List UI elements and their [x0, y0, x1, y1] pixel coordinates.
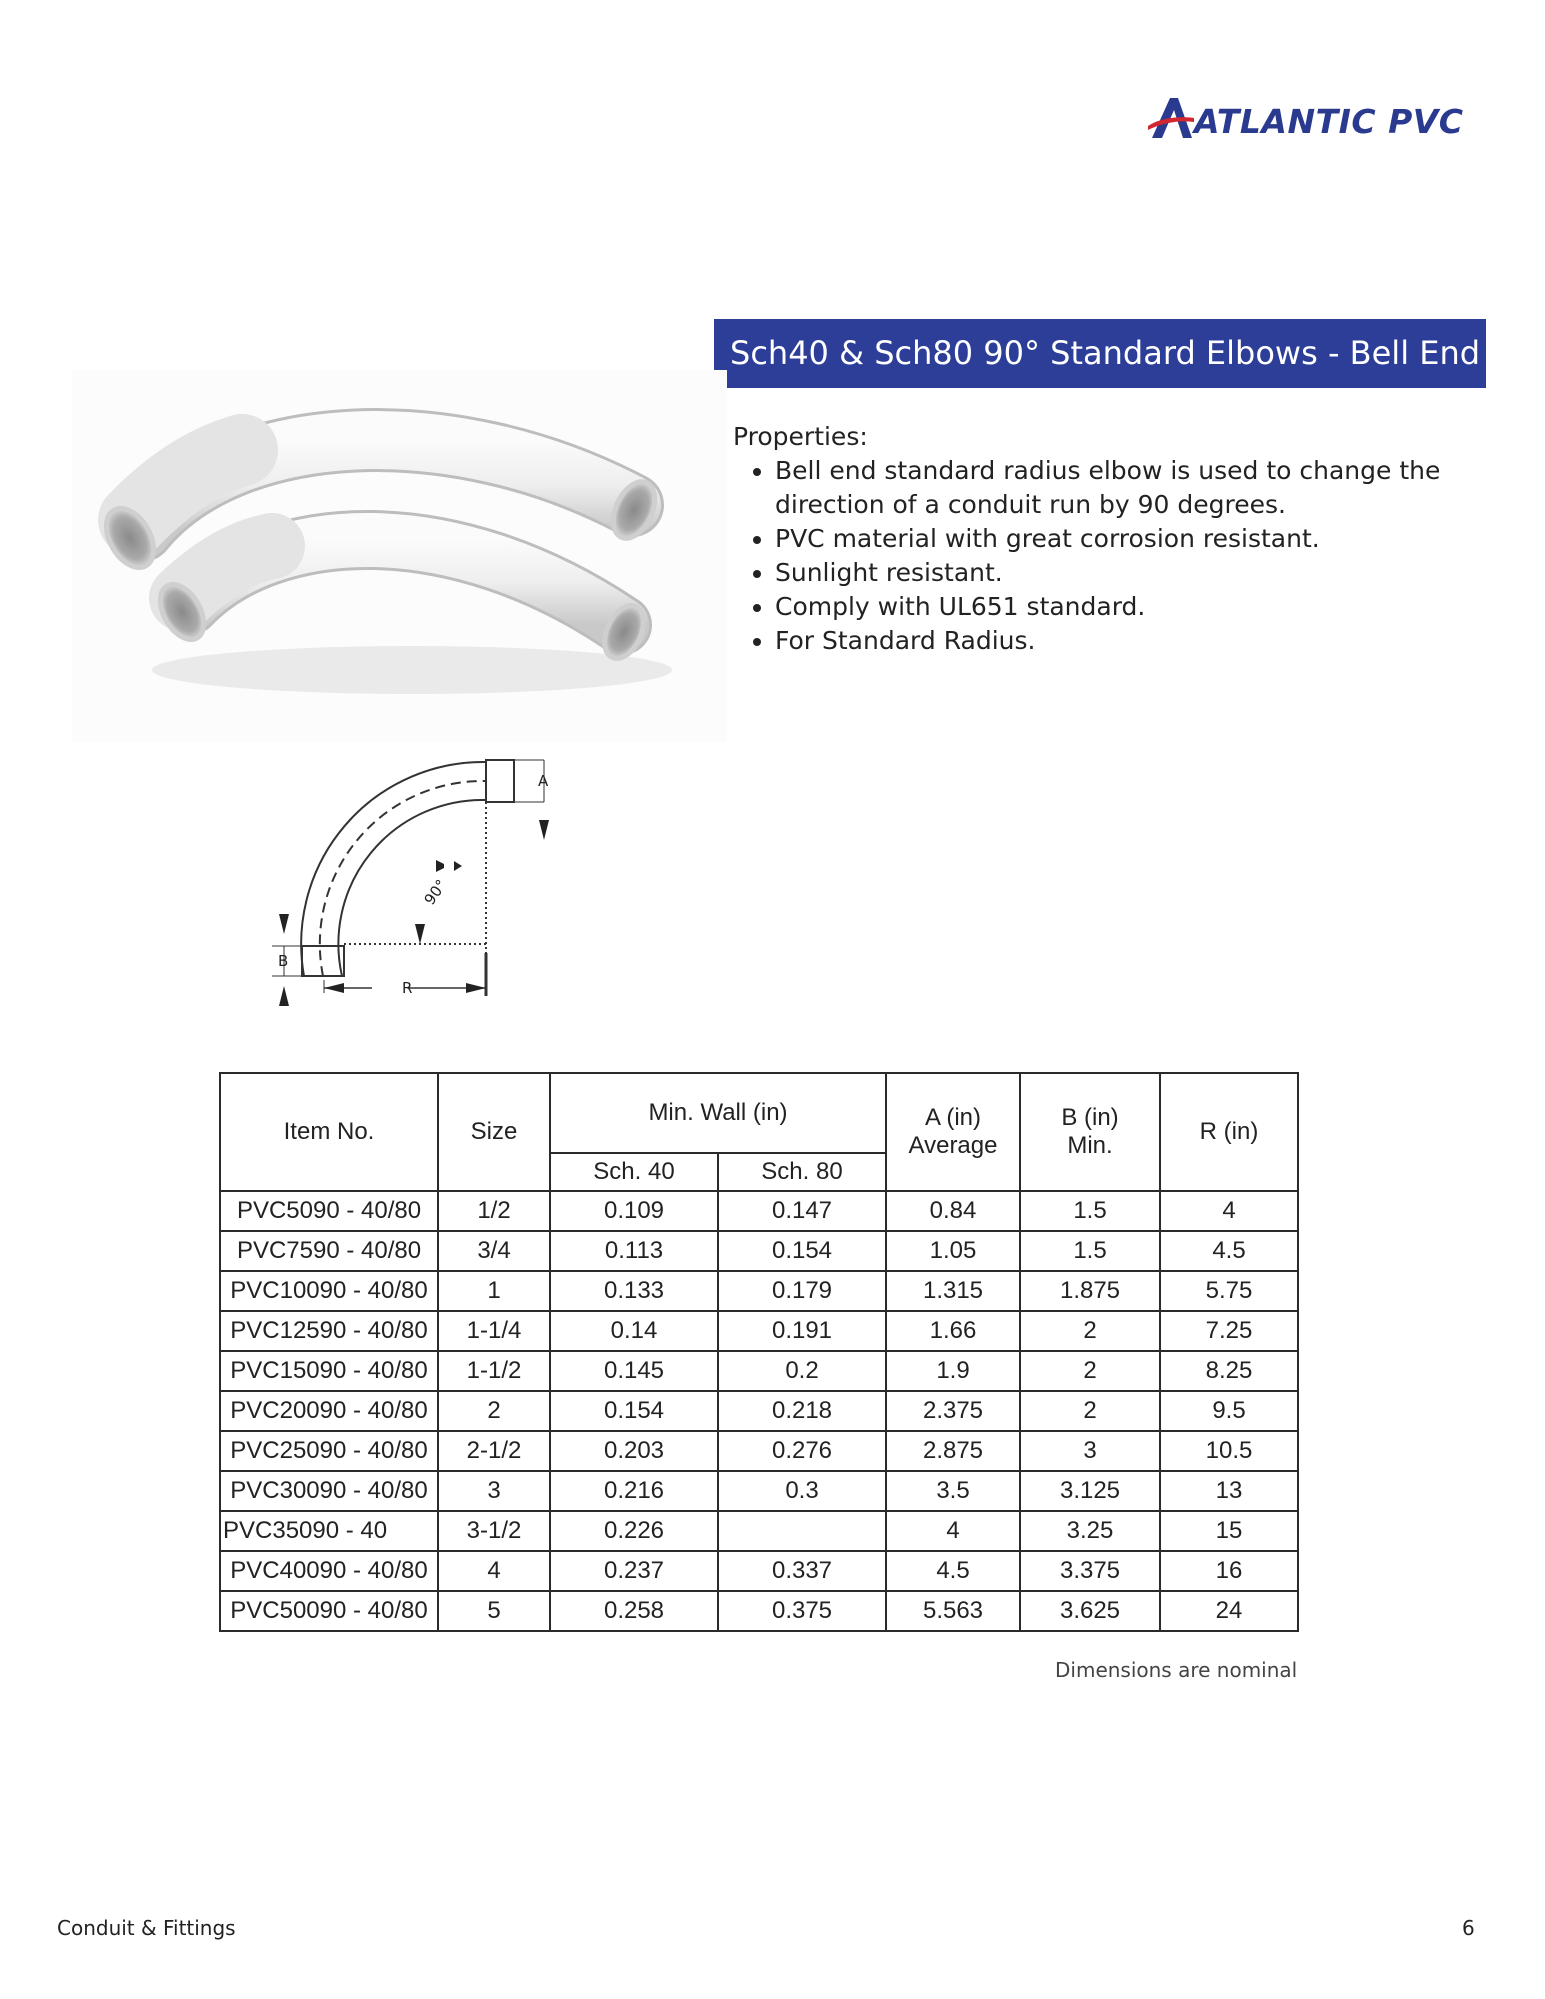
label-b: B: [278, 952, 289, 970]
cell-a: 4: [886, 1511, 1020, 1551]
cell-a: 2.375: [886, 1391, 1020, 1431]
cell-sch40: 0.113: [550, 1231, 718, 1271]
cell-sch40: 0.216: [550, 1471, 718, 1511]
table-row: [220, 1391, 1298, 1431]
property-item: • For Standard Radius.: [775, 624, 1493, 658]
table-row: [220, 1551, 1298, 1591]
header-min-wall: Min. Wall (in): [550, 1073, 886, 1153]
cell-sch40: 0.258: [550, 1591, 718, 1631]
cell-b: 3.625: [1020, 1591, 1160, 1631]
cell-b: 2: [1020, 1351, 1160, 1391]
properties-heading: Properties:: [733, 422, 868, 451]
label-a: A: [538, 772, 549, 790]
cell-size: 1-1/4: [438, 1311, 550, 1351]
cell-a: 2.875: [886, 1431, 1020, 1471]
cell-item: PVC25090 - 40/80: [220, 1431, 438, 1471]
cell-size: 5: [438, 1591, 550, 1631]
table-row: [220, 1511, 1298, 1551]
cell-sch80: 0.3: [718, 1471, 886, 1511]
cell-a: 1.66: [886, 1311, 1020, 1351]
cell-sch40: 0.14: [550, 1311, 718, 1351]
cell-sch40: 0.133: [550, 1271, 718, 1311]
cell-size: 2: [438, 1391, 550, 1431]
header-b-line1: B (in): [1061, 1104, 1119, 1131]
logo-mark-icon: [1148, 96, 1194, 142]
cell-sch80: [718, 1511, 886, 1551]
cell-r: 24: [1160, 1591, 1298, 1631]
cell-sch80: 0.276: [718, 1431, 886, 1471]
page-title: Sch40 & Sch80 90° Standard Elbows - Bell End: [714, 319, 1486, 388]
cell-a: 0.84: [886, 1191, 1020, 1231]
header-size: Size: [438, 1073, 550, 1191]
cell-r: 10.5: [1160, 1431, 1298, 1471]
property-item: • Sunlight resistant.: [775, 556, 1493, 590]
page-number: 6: [1462, 1916, 1475, 1940]
cell-size: 1: [438, 1271, 550, 1311]
cell-size: 3: [438, 1471, 550, 1511]
spec-table: [219, 1072, 1299, 1632]
cell-r: 7.25: [1160, 1311, 1298, 1351]
cell-sch40: 0.203: [550, 1431, 718, 1471]
header-sch80: Sch. 80: [718, 1153, 886, 1191]
cell-a: 4.5: [886, 1551, 1020, 1591]
cell-sch40: 0.154: [550, 1391, 718, 1431]
cell-item: PVC10090 - 40/80: [220, 1271, 438, 1311]
cell-r: 16: [1160, 1551, 1298, 1591]
cell-size: 4: [438, 1551, 550, 1591]
header-sch40: Sch. 40: [550, 1153, 718, 1191]
cell-a: 1.9: [886, 1351, 1020, 1391]
cell-size: 2-1/2: [438, 1431, 550, 1471]
cell-item: PVC50090 - 40/80: [220, 1591, 438, 1631]
elbow-dimension-diagram: [262, 748, 562, 1018]
property-item: • Bell end standard radius elbow is used to change the direction of a conduit run by 90 degrees.: [775, 454, 1493, 522]
cell-item: PVC12590 - 40/80: [220, 1311, 438, 1351]
cell-size: 3-1/2: [438, 1511, 550, 1551]
cell-b: 1.5: [1020, 1231, 1160, 1271]
cell-sch80: 0.2: [718, 1351, 886, 1391]
cell-sch80: 0.154: [718, 1231, 886, 1271]
cell-b: 2: [1020, 1391, 1160, 1431]
cell-item: PVC40090 - 40/80: [220, 1551, 438, 1591]
table-row: [220, 1471, 1298, 1511]
cell-size: 1-1/2: [438, 1351, 550, 1391]
cell-a: 1.315: [886, 1271, 1020, 1311]
cell-sch40: 0.109: [550, 1191, 718, 1231]
label-angle: 90°: [420, 876, 451, 909]
table-row: [220, 1231, 1298, 1271]
cell-item: PVC5090 - 40/80: [220, 1191, 438, 1231]
cell-item: PVC30090 - 40/80: [220, 1471, 438, 1511]
cell-sch40: 0.237: [550, 1551, 718, 1591]
cell-sch80: 0.337: [718, 1551, 886, 1591]
footer-section: Conduit & Fittings: [57, 1916, 236, 1940]
properties-list: [733, 454, 1493, 658]
cell-item: PVC20090 - 40/80: [220, 1391, 438, 1431]
header-b: [1020, 1073, 1160, 1191]
cell-b: 3.25: [1020, 1511, 1160, 1551]
header-item-no: Item No.: [220, 1073, 438, 1191]
table-row: [220, 1311, 1298, 1351]
header-a: [886, 1073, 1020, 1191]
cell-b: 2: [1020, 1311, 1160, 1351]
cell-r: 9.5: [1160, 1391, 1298, 1431]
cell-b: 1.875: [1020, 1271, 1160, 1311]
cell-a: 1.05: [886, 1231, 1020, 1271]
label-r: R: [402, 979, 413, 997]
table-row: [220, 1191, 1298, 1231]
table-row: [220, 1431, 1298, 1471]
brand-name: ATLANTIC PVC: [1194, 102, 1464, 141]
atlantic-pvc-logo: [1148, 96, 1468, 146]
header-r: R (in): [1160, 1073, 1298, 1191]
cell-sch80: 0.191: [718, 1311, 886, 1351]
properties-section: [733, 420, 1493, 658]
dimensions-note: Dimensions are nominal: [1055, 1658, 1298, 1682]
cell-sch80: 0.375: [718, 1591, 886, 1631]
cell-size: 3/4: [438, 1231, 550, 1271]
header-a-line1: A (in): [924, 1104, 981, 1131]
table-row: [220, 1271, 1298, 1311]
cell-a: 5.563: [886, 1591, 1020, 1631]
cell-b: 1.5: [1020, 1191, 1160, 1231]
cell-r: 4: [1160, 1191, 1298, 1231]
header-a-line2: Average: [908, 1132, 998, 1159]
cell-sch40: 0.226: [550, 1511, 718, 1551]
cell-r: 15: [1160, 1511, 1298, 1551]
table-row: [220, 1351, 1298, 1391]
cell-item: PVC35090 - 40: [220, 1511, 438, 1551]
cell-sch80: 0.179: [718, 1271, 886, 1311]
cell-r: 13: [1160, 1471, 1298, 1511]
cell-r: 5.75: [1160, 1271, 1298, 1311]
property-item: • Comply with UL651 standard.: [775, 590, 1493, 624]
property-item: • PVC material with great corrosion resistant.: [775, 522, 1493, 556]
cell-a: 3.5: [886, 1471, 1020, 1511]
cell-b: 3: [1020, 1431, 1160, 1471]
cell-sch80: 0.218: [718, 1391, 886, 1431]
cell-item: PVC15090 - 40/80: [220, 1351, 438, 1391]
header-b-line2: Min.: [1067, 1132, 1113, 1159]
cell-r: 8.25: [1160, 1351, 1298, 1391]
cell-b: 3.375: [1020, 1551, 1160, 1591]
cell-sch80: 0.147: [718, 1191, 886, 1231]
cell-b: 3.125: [1020, 1471, 1160, 1511]
table-row: [220, 1591, 1298, 1631]
cell-item: PVC7590 - 40/80: [220, 1231, 438, 1271]
cell-sch40: 0.145: [550, 1351, 718, 1391]
cell-size: 1/2: [438, 1191, 550, 1231]
product-photo: [72, 370, 727, 742]
cell-r: 4.5: [1160, 1231, 1298, 1271]
